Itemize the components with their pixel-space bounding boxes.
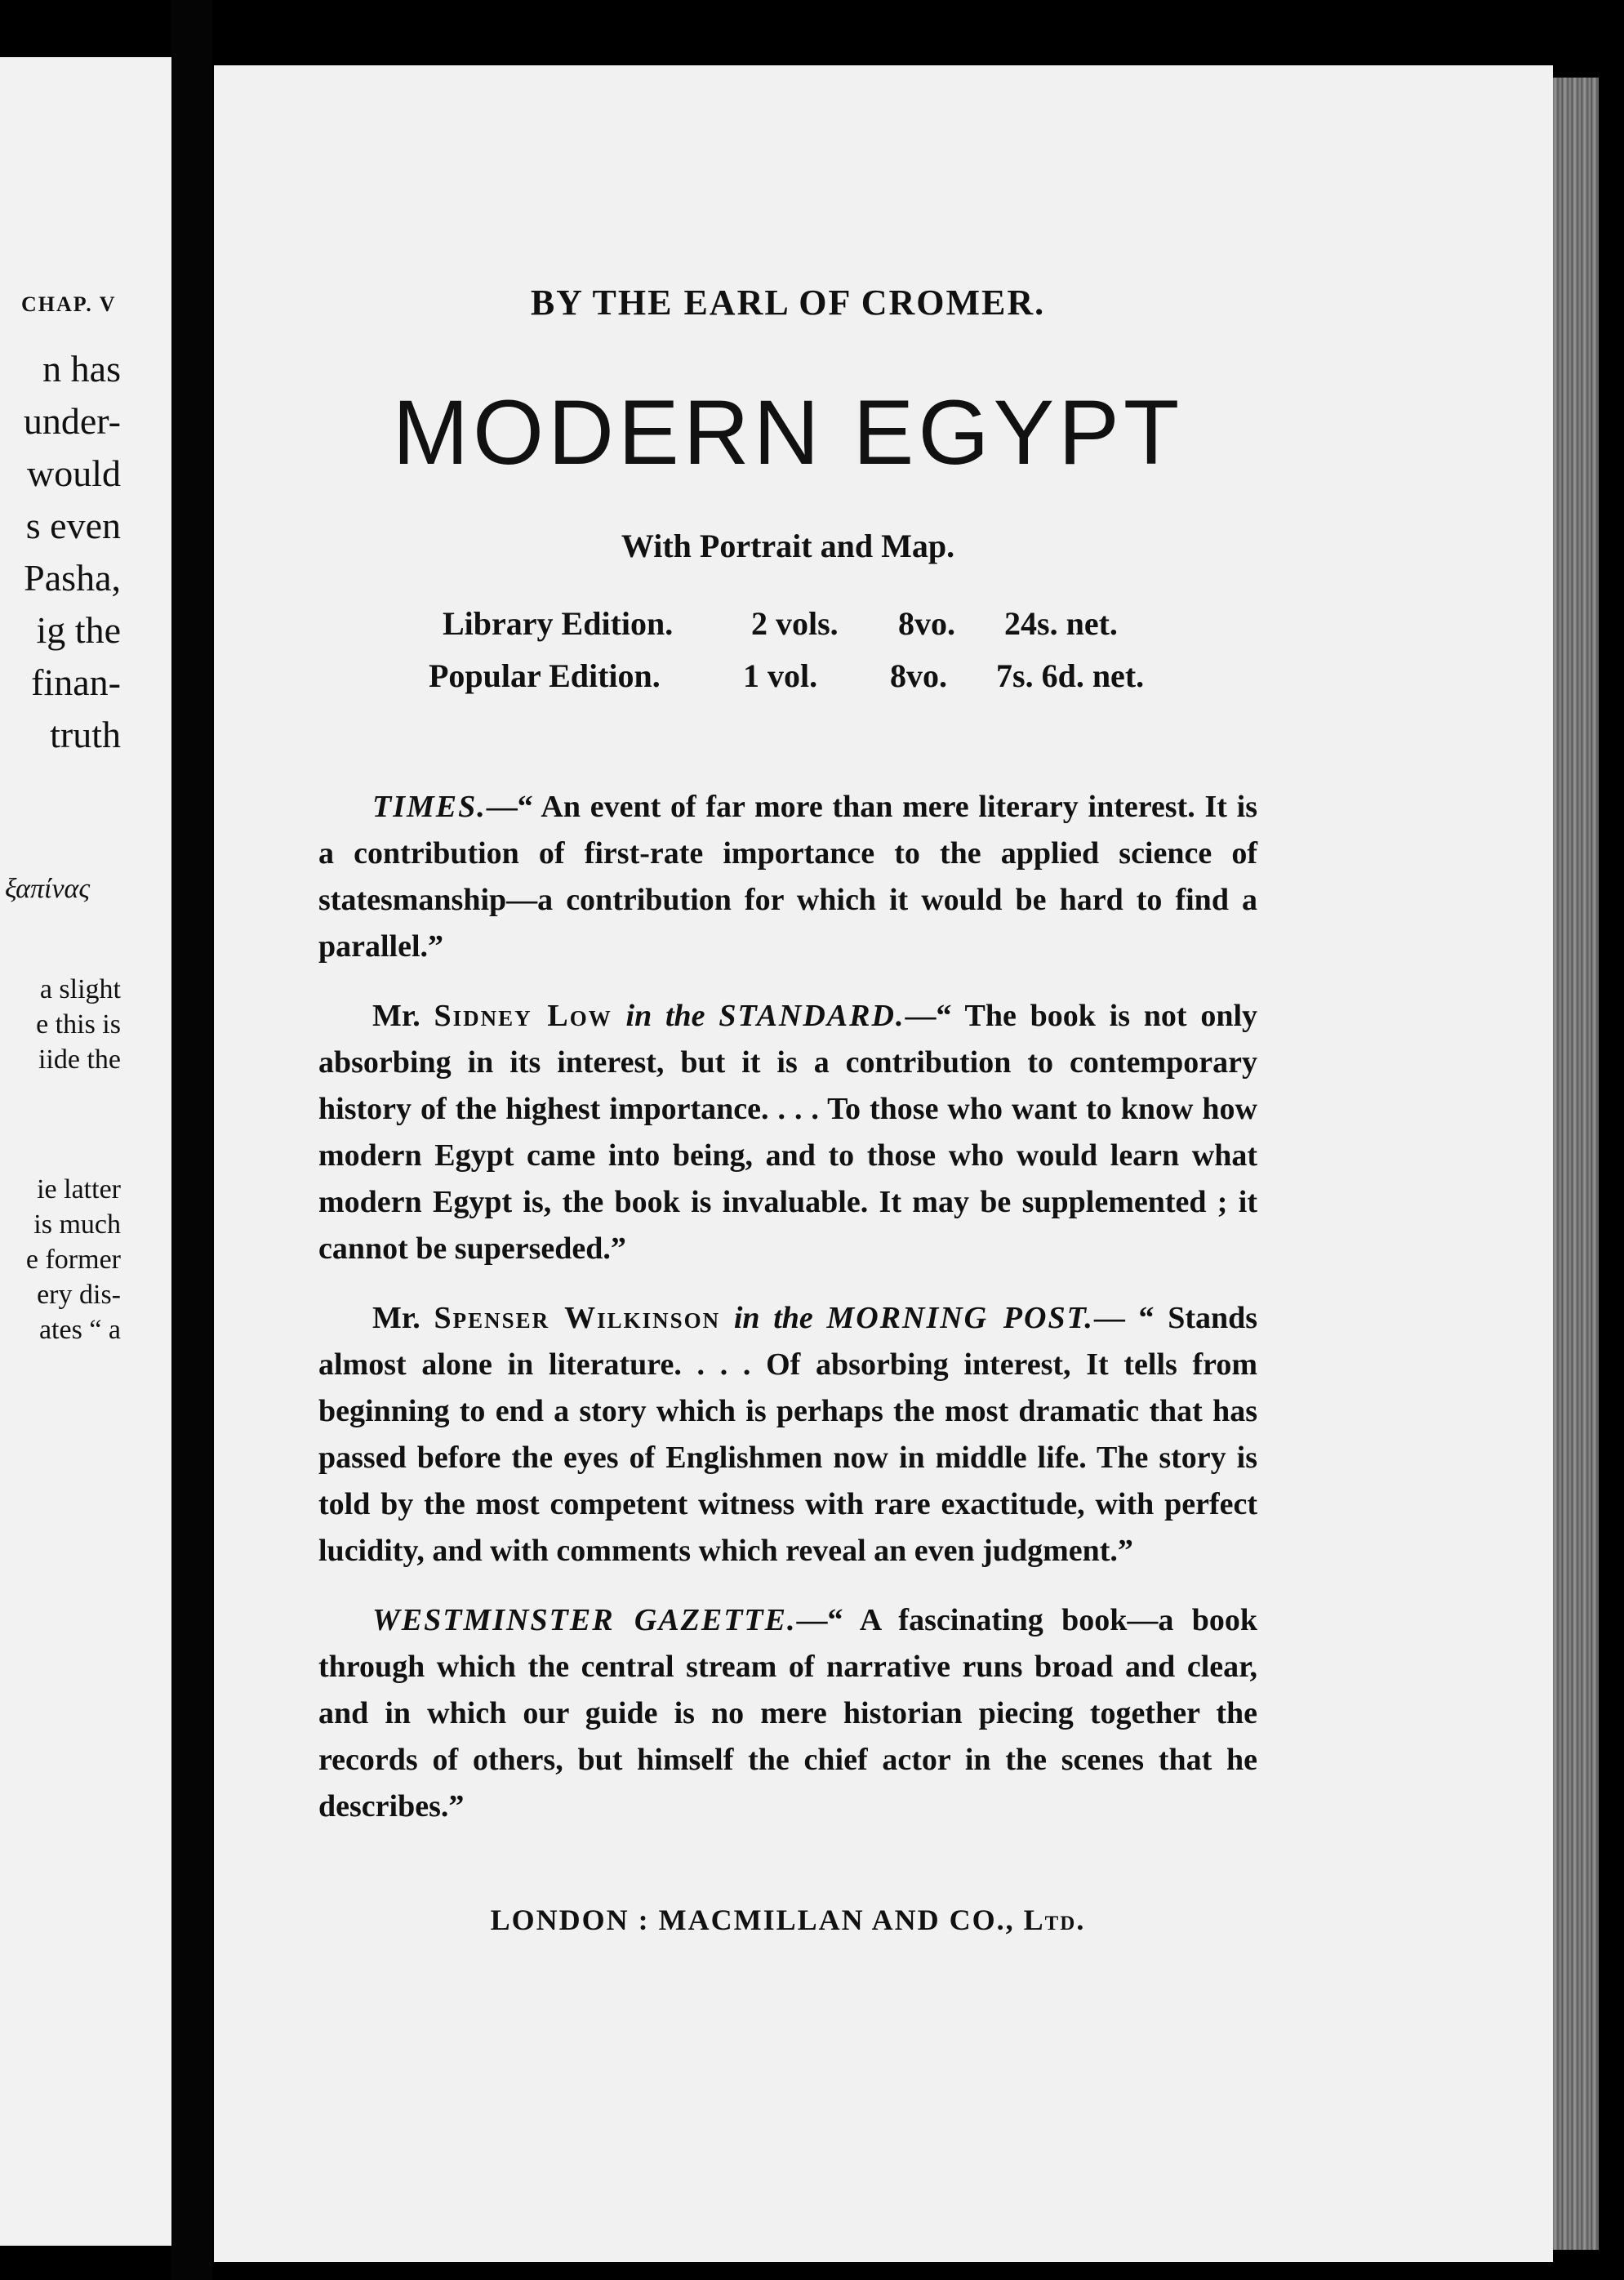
review-text: — “ Stands almost alone in literature. . . . Of absorbing interest, It tells from beginning to end a story which is perhaps the most dramatic that has passed before the eyes of Englishmen now in middle life. The story is told by the most competent witness with rare exactitude, with perfect lucidity, and with comments which reveal an even judgment.” [318,1301,1258,1568]
edition-price: 7s. 6d. net. [996,657,1145,694]
review-standard [318,993,1257,1272]
left-footnote-a [0,972,121,1077]
left-line: ates “ a [38,1315,121,1345]
review-text: —“ An event of far more than mere literary interest. It is a contribution of first-rate importance to the applied science of statesmanship—a contribution for which it would be hard to find a parallel.” [318,790,1257,964]
left-line: s even [25,505,121,546]
edition-name: Popular Edition. [429,657,661,694]
edition-name: Library Edition. [443,605,674,642]
review-source: TIMES. [372,790,487,824]
reviewer-name: Spenser Wilkinson [434,1301,721,1335]
edition-row-popular [318,657,1257,709]
review-text: —“ A fascinating book—a book through which the central stream of narrative runs broad and clear, and in which our guide is no mere historian piecing together the records of others, but himself the chief actor in the scenes that he describes.” [318,1603,1257,1824]
edition-vols: 2 vols. [751,605,839,642]
review-source: MORNING POST. [826,1301,1094,1335]
review-prefix: Mr. [372,999,434,1033]
left-line: e this is [36,1009,121,1040]
left-line: truth [50,714,121,755]
edition-format: 8vo. [898,605,955,642]
reviewer-name: Sidney Low [434,999,612,1033]
review-text: —“ The book is not only absorbing in its interest, but it is a contribution to contemporary history of the highest importance. . . . To those who want to know how modern Egypt came into being, and to those who would learn what modern Egypt is, the book is invaluable. It may be supplemented ; it cannot be superseded.” [318,999,1258,1266]
review-source: STANDARD. [719,999,905,1033]
review-connector: in the [612,999,719,1033]
chapter-header: CHAP. V [21,292,117,316]
book-subtitle: With Portrait and Map. [621,528,955,564]
left-line: e former [25,1245,121,1275]
advertisement-page [214,65,1553,2262]
review-westminster [318,1597,1257,1830]
page-stack-edge [1553,78,1599,2250]
review-source: WESTMINSTER GAZETTE. [372,1603,797,1637]
left-line: under- [23,400,121,442]
edition-row-library [318,604,1257,657]
left-line: a slight [39,974,121,1004]
review-connector: in the [720,1301,827,1335]
left-line: finan- [31,661,121,703]
publisher-imprint [318,1903,1257,1937]
book-gutter [171,0,212,2280]
left-greek-word: ξαπίνας [5,874,91,904]
left-line: Pasha, [24,557,121,599]
left-line: n has [42,348,121,390]
review-morning-post [318,1295,1257,1574]
editions-list [318,604,1257,709]
left-line: is much [33,1209,121,1240]
left-line: would [27,452,121,494]
publisher-name: LONDON : MACMILLAN AND CO., [490,1904,1024,1936]
edition-price: 24s. net. [1004,605,1118,642]
left-line: ery dis- [37,1280,121,1310]
edition-format: 8vo. [890,657,947,694]
author-byline: BY THE EARL OF CROMER. [530,283,1046,323]
book-title: MODERN EGYPT [392,381,1184,483]
left-line: iide the [38,1044,121,1075]
review-prefix: Mr. [372,1301,434,1335]
publisher-suffix: Ltd. [1023,1904,1086,1936]
left-facing-page [0,57,171,2246]
left-footnote-b [0,1172,121,1347]
left-line: ig the [36,609,121,651]
edition-vols: 1 vol. [743,657,818,694]
press-reviews [318,784,1257,1853]
left-line: ie latter [37,1174,121,1205]
left-text-large [0,343,121,761]
review-times [318,784,1257,970]
